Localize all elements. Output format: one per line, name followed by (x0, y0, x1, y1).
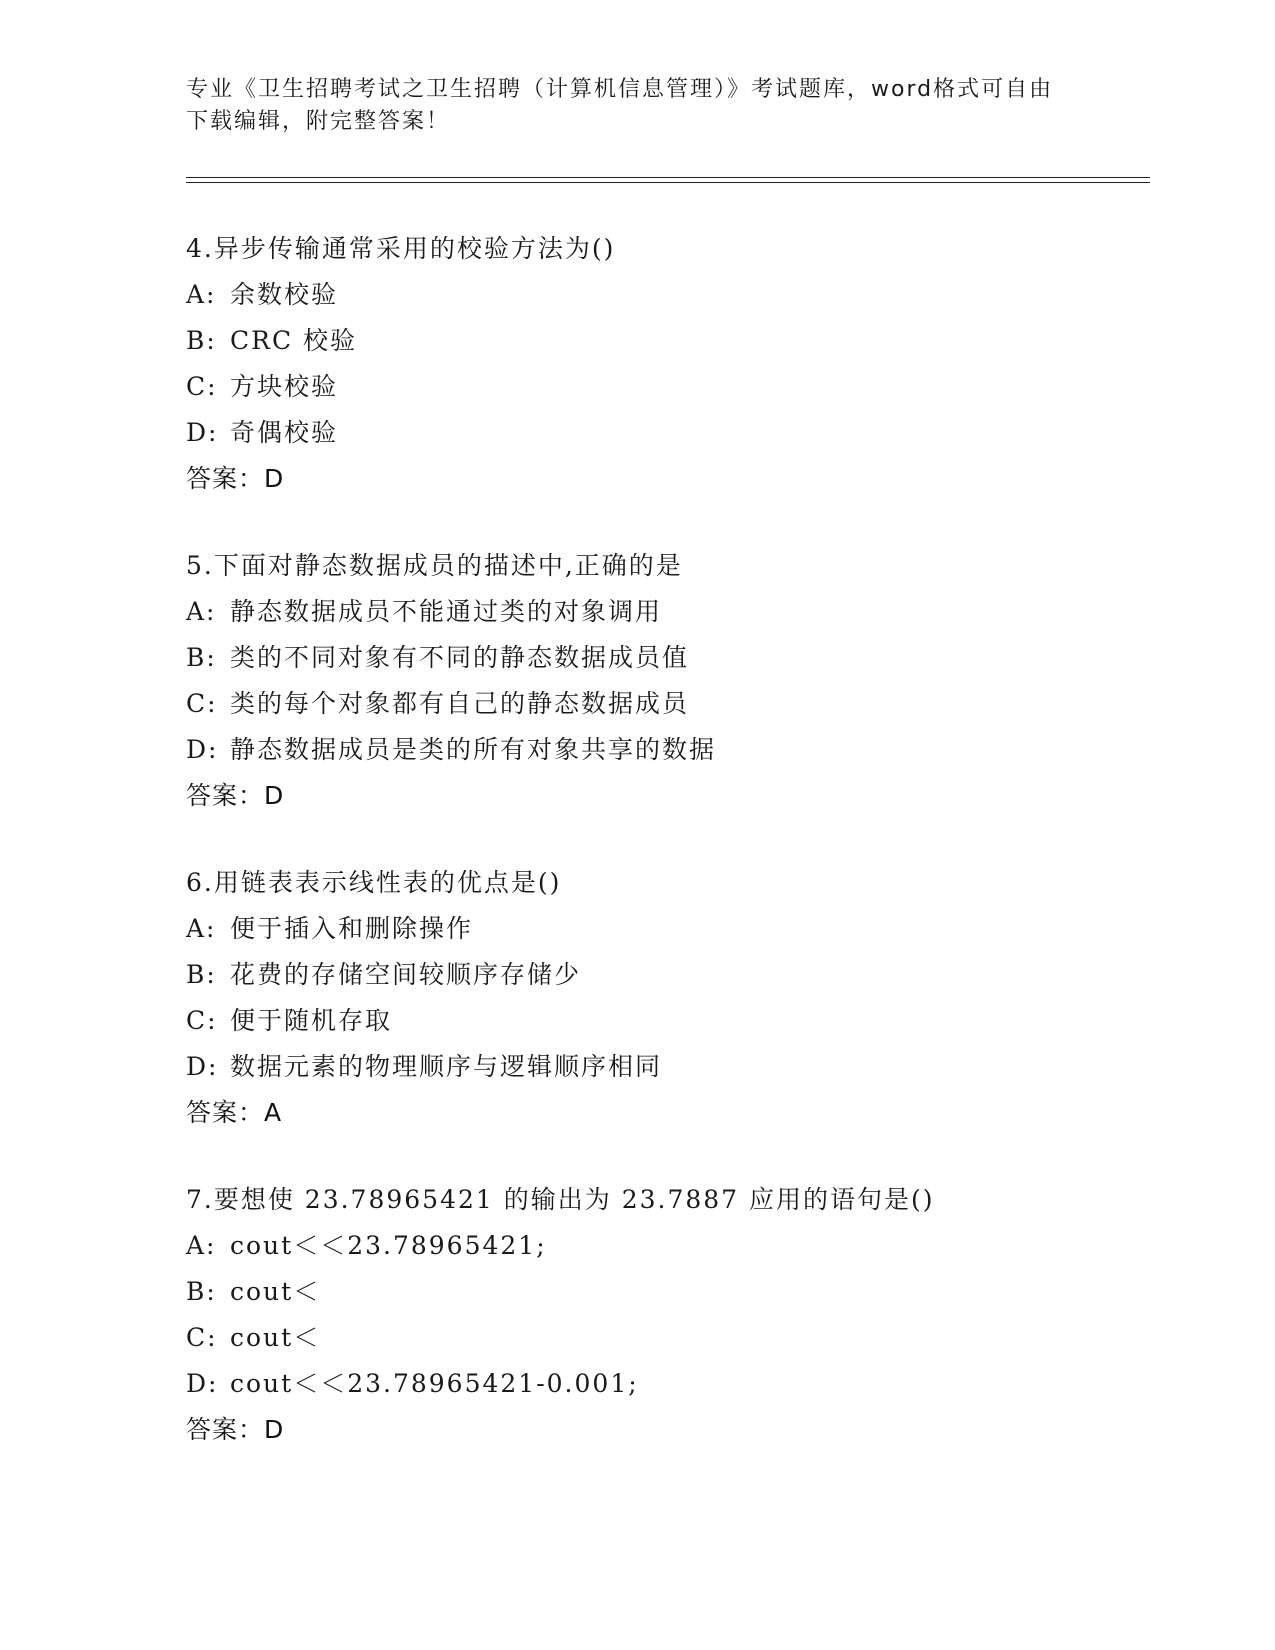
answer: 答案：A (186, 1098, 283, 1127)
question-title: 7.要想使 23.78965421 的输出为 23.7887 应用的语句是() (186, 1185, 935, 1214)
option-a (186, 906, 1146, 952)
option-text: 类的每个对象都有自己的静态数据成员 (230, 689, 690, 718)
question-5 (186, 543, 1146, 819)
option-text: 余数校验 (230, 280, 339, 309)
option-letter: A: (186, 280, 217, 309)
option-text: cout＜ (230, 1323, 321, 1352)
question-4 (186, 226, 1146, 502)
option-text: CRC 校验 (230, 326, 358, 355)
option-d (186, 727, 1146, 773)
option-letter: D: (186, 418, 219, 447)
question-title: 6.用链表表示线性表的优点是() (186, 868, 562, 897)
option-text: 静态数据成员不能通过类的对象调用 (230, 597, 663, 626)
option-text: 花费的存储空间较顺序存储少 (230, 960, 582, 989)
option-text: 奇偶校验 (230, 418, 339, 447)
question-7 (186, 1177, 1146, 1453)
option-text: cout＜ (230, 1277, 321, 1306)
option-letter: A: (186, 914, 217, 943)
option-letter: B: (186, 1277, 217, 1306)
option-a (186, 272, 1146, 318)
answer: 答案：D (186, 1415, 285, 1444)
option-letter: C: (186, 372, 218, 401)
option-d (186, 1044, 1146, 1090)
option-text: 数据元素的物理顺序与逻辑顺序相同 (230, 1052, 663, 1081)
option-letter: B: (186, 960, 217, 989)
option-text: cout＜＜23.78965421-0.001; (230, 1369, 639, 1398)
answer: 答案：D (186, 464, 285, 493)
option-letter: B: (186, 643, 217, 672)
option-letter: B: (186, 326, 217, 355)
option-letter: C: (186, 1323, 218, 1352)
option-b (186, 635, 1146, 681)
question-6 (186, 860, 1146, 1136)
option-a (186, 589, 1146, 635)
option-a (186, 1223, 1146, 1269)
option-c (186, 681, 1146, 727)
option-text: 便于随机存取 (230, 1006, 393, 1035)
question-title: 4.异步传输通常采用的校验方法为() (186, 234, 616, 263)
option-letter: D: (186, 735, 219, 764)
option-c (186, 998, 1146, 1044)
option-c (186, 1315, 1146, 1361)
option-text: 便于插入和删除操作 (230, 914, 474, 943)
option-letter: A: (186, 597, 217, 626)
option-text: 类的不同对象有不同的静态数据成员值 (230, 643, 690, 672)
option-letter: C: (186, 689, 218, 718)
option-d (186, 1361, 1146, 1407)
option-d (186, 410, 1146, 456)
option-b (186, 1269, 1146, 1315)
option-b (186, 318, 1146, 364)
option-letter: C: (186, 1006, 218, 1035)
option-letter: A: (186, 1231, 217, 1260)
option-c (186, 364, 1146, 410)
option-letter: D: (186, 1052, 219, 1081)
document-header: 专业《卫生招聘考试之卫生招聘（计算机信息管理）》考试题库，word格式可自由下载编辑，附完整答案！ (186, 77, 1054, 134)
header-divider-top (186, 177, 1150, 178)
option-text: 静态数据成员是类的所有对象共享的数据 (230, 735, 717, 764)
option-text: cout＜＜23.78965421; (230, 1231, 547, 1260)
option-b (186, 952, 1146, 998)
question-title: 5.下面对静态数据成员的描述中,正确的是 (186, 551, 683, 580)
option-letter: D: (186, 1369, 219, 1398)
answer: 答案：D (186, 781, 285, 810)
option-text: 方块校验 (230, 372, 339, 401)
header-divider-bottom (186, 182, 1150, 183)
